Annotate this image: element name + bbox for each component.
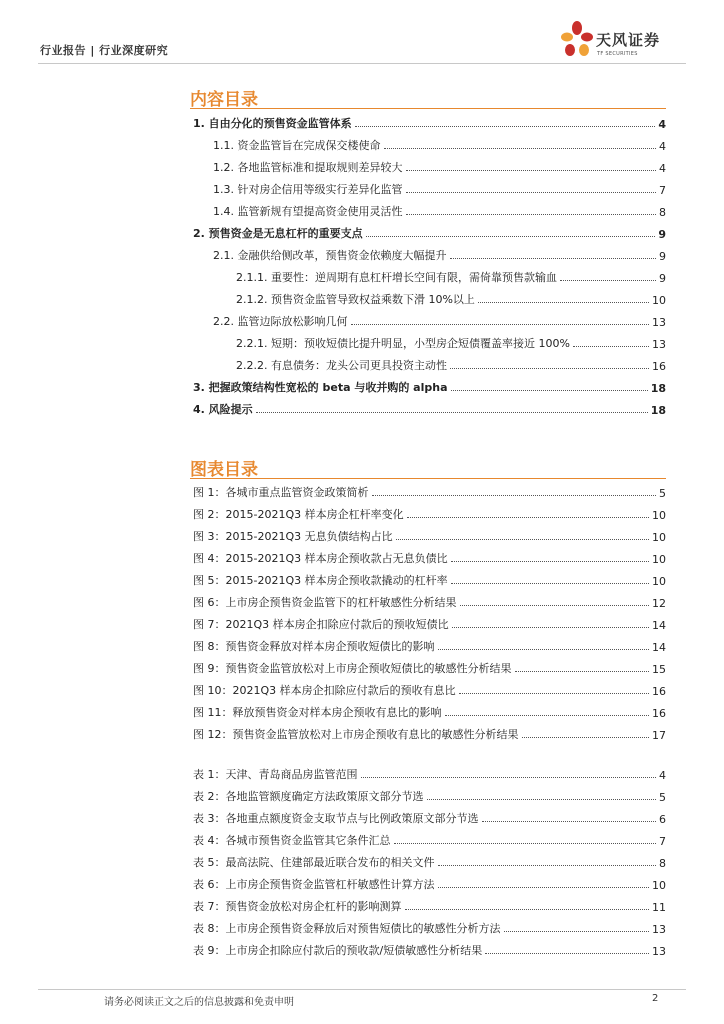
figures-title-rule [190, 478, 666, 479]
toc-entry[interactable]: 1.1. 资金监管旨在完成保交楼使命 4 [213, 139, 666, 153]
toc-entry[interactable]: 2.2.1. 短期：预收短债比提升明显，小型房企短债覆盖率接近 100% 13 [236, 337, 666, 351]
figure-entry[interactable]: 图 6：上市房企预售资金监管下的杠杆敏感性分析结果 12 [193, 596, 666, 610]
footer-divider [38, 989, 686, 990]
toc-entry[interactable]: 1.2. 各地监管标准和提取规则差异较大 4 [213, 161, 666, 175]
figure-entry[interactable]: 图 11：释放预售资金对样本房企预收有息比的影响 16 [193, 706, 666, 720]
contents-title-rule [190, 108, 666, 109]
table-entry[interactable]: 表 2：各地监管额度确定方法政策原文部分节选 5 [193, 790, 666, 804]
toc-entry[interactable]: 1.4. 监管新规有望提高资金使用灵活性 8 [213, 205, 666, 219]
company-logo: 天风证券 TF SECURITIES [560, 20, 690, 64]
toc-entry[interactable]: 3. 把握政策结构性宽松的 beta 与收并购的 alpha 18 [193, 381, 666, 395]
table-entry[interactable]: 表 9：上市房企扣除应付款后的预收款/短债敏感性分析结果 13 [193, 944, 666, 958]
flower-logo-icon [560, 20, 594, 62]
table-entry[interactable]: 表 1：天津、青岛商品房监管范围 4 [193, 768, 666, 782]
toc-entry[interactable]: 2.1. 金融供给侧改革，预售资金依赖度大幅提升 9 [213, 249, 666, 263]
footer-disclaimer: 请务必阅读正文之后的信息披露和免责申明 [104, 997, 294, 1008]
table-entry[interactable]: 表 8：上市房企预售资金释放后对预售短债比的敏感性分析方法 13 [193, 922, 666, 936]
figure-entry[interactable]: 图 8：预售资金释放对样本房企预收短债比的影响 14 [193, 640, 666, 654]
page-number: 2 [652, 993, 659, 1004]
figure-entry[interactable]: 图 4：2015-2021Q3 样本房企预收款占无息负债比 10 [193, 552, 666, 566]
figure-entry[interactable]: 图 12：预售资金监管放松对上市房企预收有息比的敏感性分析结果 17 [193, 728, 666, 742]
toc-entry[interactable]: 2.1.2. 预售资金监管导致权益乘数下滑 10%以上 10 [236, 293, 666, 307]
figure-entry[interactable]: 图 5：2015-2021Q3 样本房企预收款撬动的杠杆率 10 [193, 574, 666, 588]
toc-entry[interactable]: 2.2.2. 有息债务：龙头公司更具投资主动性 16 [236, 359, 666, 373]
figure-entry[interactable]: 图 10：2021Q3 样本房企扣除应付款后的预收有息比 16 [193, 684, 666, 698]
toc-entry[interactable]: 2.1.1. 重要性：逆周期有息杠杆增长空间有限，需倚靠预售款输血 9 [236, 271, 666, 285]
contents-title: 内容目录 [190, 90, 258, 110]
table-entry[interactable]: 表 7：预售资金放松对房企杠杆的影响测算 11 [193, 900, 666, 914]
table-entry[interactable]: 表 3：各地重点额度资金支取节点与比例政策原文部分节选 6 [193, 812, 666, 826]
figures-title: 图表目录 [190, 460, 258, 480]
figure-entry[interactable]: 图 1：各城市重点监管资金政策简析 5 [193, 486, 666, 500]
toc-entry[interactable]: 2. 预售资金是无息杠杆的重要支点 9 [193, 227, 666, 241]
figure-entry[interactable]: 图 9：预售资金监管放松对上市房企预收短债比的敏感性分析结果 15 [193, 662, 666, 676]
toc-entry[interactable]: 2.2. 监管边际放松影响几何 13 [213, 315, 666, 329]
toc-entry[interactable]: 1.3. 针对房企信用等级实行差异化监管 7 [213, 183, 666, 197]
figure-entry[interactable]: 图 3：2015-2021Q3 无息负债结构占比 10 [193, 530, 666, 544]
report-category: 行业报告 | 行业深度研究 [40, 44, 169, 57]
table-entry[interactable]: 表 4：各城市预售资金监管其它条件汇总 7 [193, 834, 666, 848]
table-entry[interactable]: 表 5：最高法院、住建部最近联合发布的相关文件 8 [193, 856, 666, 870]
figure-entry[interactable]: 图 7：2021Q3 样本房企扣除应付款后的预收短债比 14 [193, 618, 666, 632]
figure-entry[interactable]: 图 2：2015-2021Q3 样本房企杠杆率变化 10 [193, 508, 666, 522]
table-entry[interactable]: 表 6：上市房企预售资金监管杠杆敏感性计算方法 10 [193, 878, 666, 892]
header-divider [38, 63, 686, 64]
toc-entry[interactable]: 1. 自由分化的预售资金监管体系 4 [193, 117, 666, 131]
toc-entry[interactable]: 4. 风险提示 18 [193, 403, 666, 417]
